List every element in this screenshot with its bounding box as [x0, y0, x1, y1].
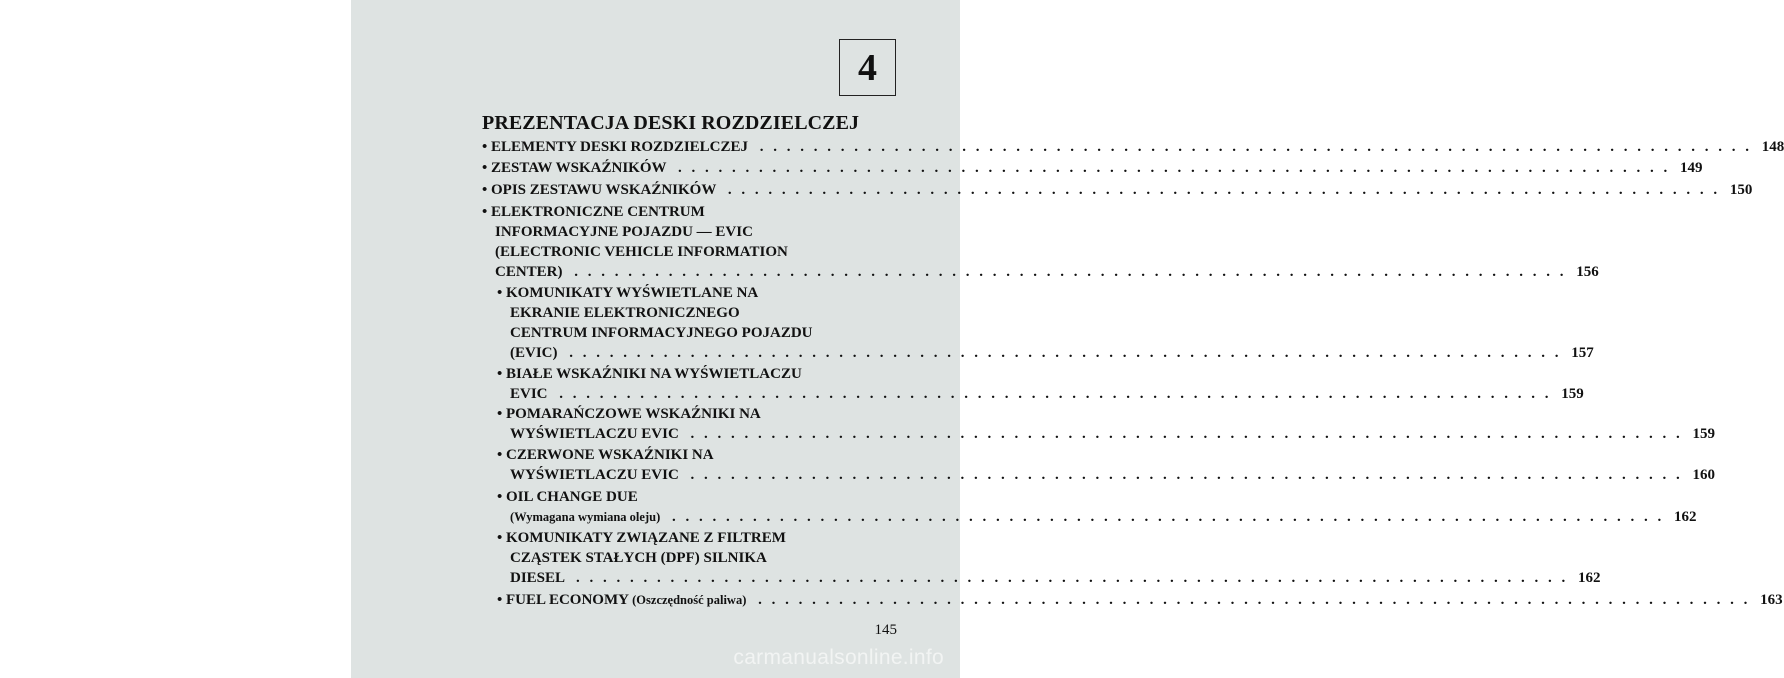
bullet: •	[497, 406, 503, 422]
toc-page-number: 157	[1571, 345, 1594, 361]
bullet: •	[482, 139, 488, 155]
toc-entry-label: (EVIC)	[510, 345, 558, 361]
dot-leader: . . . . . . . . . . . . . . . . . . . . . . . . . . . . . . . . . . . . . . . . . . . . . . . . . . . . . . . . . . . . . . . . . . . . . . . . . .	[759, 139, 1753, 155]
toc-entry-translation: (Wymagana wymiana oleju)	[510, 510, 661, 524]
dot-leader: . . . . . . . . . . . . . . . . . . . . . . . . . . . . . . . . . . . . . . . . . . . . . . . . . . . . . . . . . . . . . . . . . . . . . . . . . .	[758, 592, 1751, 608]
toc-entry-label: (ELECTRONIC VEHICLE INFORMATION	[495, 244, 788, 260]
toc-entry-label: OPIS ZESTAWU WSKAŹNIKÓW	[491, 182, 717, 198]
toc-entry-label: EVIC	[510, 386, 548, 402]
toc-page-number: 163	[1760, 592, 1783, 608]
toc-entry-biale-wskazniki[interactable]	[497, 364, 1584, 404]
toc-entry-komunikaty-evic[interactable]	[497, 283, 1594, 363]
toc-entry-fuel-economy[interactable]	[497, 590, 1783, 610]
page-number: 145	[874, 622, 897, 638]
toc-entry-label: POMARAŃCZOWE WSKAŹNIKI NA	[506, 406, 761, 422]
toc-entry-oil-change-due[interactable]	[497, 487, 1697, 527]
toc-page-number: 156	[1576, 264, 1599, 280]
toc-entry-label: OIL CHANGE DUE	[506, 489, 638, 505]
toc-page-number: 160	[1692, 467, 1716, 483]
toc-page-number: 159	[1692, 426, 1716, 442]
chapter-number: 4	[839, 39, 896, 96]
toc-entry-label: KOMUNIKATY WYŚWIETLANE NA	[506, 285, 759, 301]
bullet: •	[497, 530, 503, 546]
toc-entry-label: WYŚWIETLACZU EVIC	[510, 426, 679, 442]
bullet: •	[497, 285, 503, 301]
bullet: •	[497, 489, 503, 505]
toc-page-number: 162	[1673, 509, 1697, 525]
toc-entry-zestaw-wskaznikow[interactable]	[482, 158, 1703, 178]
toc-entry-label: KOMUNIKATY ZWIĄZANE Z FILTREM	[506, 530, 786, 546]
dot-leader: . . . . . . . . . . . . . . . . . . . . . . . . . . . . . . . . . . . . . . . . . . . . . . . . . . . . . . . . . . . . . . . . . . . . . . . . . .	[677, 160, 1671, 176]
toc-page-number: 159	[1561, 386, 1584, 402]
toc-page-number: 150	[1729, 182, 1753, 198]
toc-entry-label: CENTER)	[495, 264, 563, 280]
toc-entry-label: WYŚWIETLACZU EVIC	[510, 467, 679, 483]
toc-entry-label: CZĄSTEK STAŁYCH (DPF) SILNIKA	[510, 550, 767, 566]
toc-page-number: 162	[1577, 570, 1601, 586]
toc-entry-pomaranczowe-wskazniki[interactable]	[497, 404, 1716, 444]
toc-page-number: 148	[1761, 139, 1784, 155]
bullet: •	[497, 592, 503, 608]
bullet: •	[482, 160, 488, 176]
toc-entry-dpf[interactable]	[497, 528, 1601, 588]
dot-leader: . . . . . . . . . . . . . . . . . . . . . . . . . . . . . . . . . . . . . . . . . . . . . . . . . . . . . . . . . . . . . . . . . . . . . . . . . .	[569, 345, 1562, 361]
toc-entry-label: DIESEL	[510, 570, 565, 586]
bullet: •	[482, 182, 488, 198]
dot-leader: . . . . . . . . . . . . . . . . . . . . . . . . . . . . . . . . . . . . . . . . . . . . . . . . . . . . . . . . . . . . . . . . . . . . . . . . . .	[690, 467, 1683, 483]
toc-entry-label: EKRANIE ELEKTRONICZNEGO	[510, 305, 740, 321]
bullet: •	[482, 204, 488, 220]
dot-leader: . . . . . . . . . . . . . . . . . . . . . . . . . . . . . . . . . . . . . . . . . . . . . . . . . . . . . . . . . . . . . . . . . . . . . . . . . .	[690, 426, 1683, 442]
dot-leader: . . . . . . . . . . . . . . . . . . . . . . . . . . . . . . . . . . . . . . . . . . . . . . . . . . . . . . . . . . . . . . . . . . . . . . . . . .	[727, 182, 1721, 198]
section-title: PREZENTACJA DESKI ROZDZIELCZEJ	[482, 112, 860, 134]
toc-entry-label: FUEL ECONOMY	[506, 592, 629, 608]
toc-page-number: 149	[1679, 160, 1703, 176]
toc-entry-czerwone-wskazniki[interactable]	[497, 445, 1716, 485]
toc-entry-label: ZESTAW WSKAŹNIKÓW	[491, 160, 667, 176]
dot-leader: . . . . . . . . . . . . . . . . . . . . . . . . . . . . . . . . . . . . . . . . . . . . . . . . . . . . . . . . . . . . . . . . . . . . . . . . . .	[671, 509, 1665, 525]
bullet: •	[497, 366, 503, 382]
toc-entry-label: ELEKTRONICZNE CENTRUM	[491, 204, 705, 220]
toc-entry-label: CENTRUM INFORMACYJNEGO POJAZDU	[510, 325, 813, 341]
toc-entry-translation: (Oszczędność paliwa)	[632, 593, 747, 607]
dot-leader: . . . . . . . . . . . . . . . . . . . . . . . . . . . . . . . . . . . . . . . . . . . . . . . . . . . . . . . . . . . . . . . . . . . . . . . . . .	[559, 386, 1552, 402]
toc-entry-evic[interactable]	[482, 202, 1599, 282]
toc-entry-label: ELEMENTY DESKI ROZDZIELCZEJ	[491, 139, 749, 155]
toc-entry-label: INFORMACYJNE POJAZDU — EVIC	[495, 224, 753, 240]
toc-entry-opis-zestawu[interactable]	[482, 180, 1753, 200]
watermark: carmanualsonline.info	[733, 646, 944, 669]
toc-entry-label: BIAŁE WSKAŹNIKI NA WYŚWIETLACZU	[506, 366, 802, 382]
bullet: •	[497, 447, 503, 463]
dot-leader: . . . . . . . . . . . . . . . . . . . . . . . . . . . . . . . . . . . . . . . . . . . . . . . . . . . . . . . . . . . . . . . . . . . . . . . . . .	[575, 570, 1569, 586]
dot-leader: . . . . . . . . . . . . . . . . . . . . . . . . . . . . . . . . . . . . . . . . . . . . . . . . . . . . . . . . . . . . . . . . . . . . . . . . . .	[574, 264, 1567, 280]
toc-entry-label: CZERWONE WSKAŹNIKI NA	[506, 447, 714, 463]
toc-entry-elementy-deski[interactable]	[482, 137, 1784, 157]
